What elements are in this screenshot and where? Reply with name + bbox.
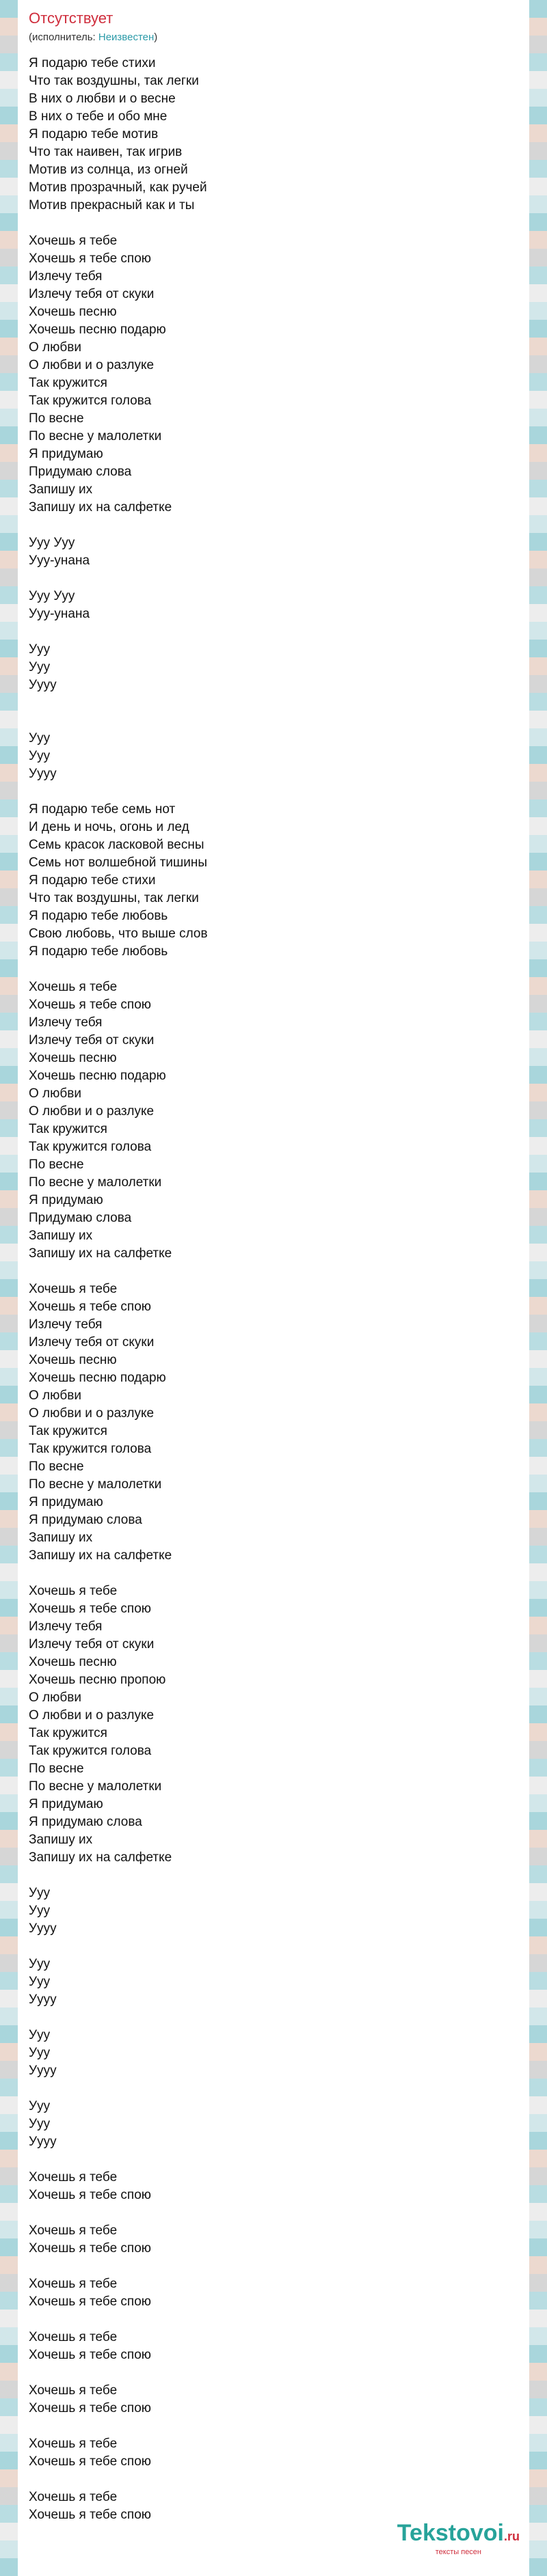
lyric-line: Хочешь я тебе спою	[29, 2401, 152, 2415]
lyrics-stanza	[29, 55, 518, 215]
lyric-line: Я подарю тебе мотив	[29, 127, 159, 141]
artist-line	[29, 30, 518, 45]
lyric-line: Что так воздушны, так легки	[29, 74, 199, 88]
lyric-line: Семь красок ласковой весны	[29, 838, 204, 852]
lyric-line: Мотив из солнца, из огней	[29, 163, 188, 177]
lyric-line: Так кружится	[29, 1424, 107, 1438]
lyrics-stanza	[29, 2169, 518, 2204]
lyrics-stanza	[29, 2222, 518, 2258]
lyric-line: По весне у малолетки	[29, 1175, 162, 1190]
artist-prefix: (исполнитель:	[29, 31, 98, 43]
lyric-line: Я подарю тебе семь нот	[29, 802, 176, 817]
lyric-line: Я придумаю слова	[29, 1815, 142, 1829]
lyric-line: Я подарю тебе любовь	[29, 944, 168, 959]
lyrics-stanza	[29, 2489, 518, 2524]
lyric-line: Хочешь я тебе спою	[29, 1300, 152, 1314]
lyric-line: Хочешь песню	[29, 1655, 117, 1669]
lyric-line: Хочешь я тебе	[29, 2383, 118, 2398]
artist-suffix: )	[154, 31, 158, 43]
lyrics-stanza	[29, 641, 518, 694]
lyric-line: Я придумаю слова	[29, 1513, 142, 1527]
lyric-line: Ууу	[29, 2028, 51, 2042]
lyric-line: В них о тебе и обо мне	[29, 109, 168, 124]
lyric-line: Запишу их на салфетке	[29, 1850, 172, 1865]
lyrics-stanza	[29, 730, 518, 783]
lyric-line: Хочешь песню подарю	[29, 323, 166, 337]
lyric-line: Запишу их	[29, 1229, 93, 1243]
lyric-line: Запишу их на салфетке	[29, 1246, 172, 1261]
lyric-line: Хочешь я тебе спою	[29, 1602, 152, 1616]
lyric-line: Уууу	[29, 2064, 57, 2078]
lyric-line: Хочешь я тебе спою	[29, 2508, 152, 2522]
lyric-line: Хочешь я тебе	[29, 2437, 118, 2451]
lyric-line: Я подарю тебе стихи	[29, 873, 156, 888]
lyric-line: Что так наивен, так игрив	[29, 145, 183, 159]
lyric-line: Хочешь песню подарю	[29, 1069, 166, 1083]
lyrics-stanza	[29, 2329, 518, 2364]
song-title: Отсутствует	[29, 10, 114, 27]
lyric-line: Хочешь я тебе	[29, 2490, 118, 2504]
lyric-line: Ууу-унана	[29, 553, 90, 568]
lyrics-stanza	[29, 2435, 518, 2471]
lyrics-stanza	[29, 1956, 518, 2009]
lyric-line: О любви и о разлуке	[29, 1708, 155, 1723]
lyric-line: Так кружится	[29, 376, 107, 390]
lyrics-stanza	[29, 978, 518, 1263]
lyric-line: Хочешь я тебе спою	[29, 2454, 152, 2469]
lyric-line: Хочешь я тебе спою	[29, 2294, 152, 2309]
lyric-line: Так кружится голова	[29, 1140, 152, 1154]
song-header	[18, 0, 529, 45]
lyric-line: Хочешь я тебе	[29, 2277, 118, 2291]
lyric-line: Ууу-унана	[29, 607, 90, 621]
lyric-line: Так кружится	[29, 1726, 107, 1740]
lyric-line: В них о любви и о весне	[29, 92, 176, 106]
lyric-line: Семь нот волшебной тишины	[29, 855, 208, 870]
lyric-line: Ууу Ууу	[29, 589, 75, 603]
lyric-line: Излечу тебя от скуки	[29, 287, 155, 301]
lyric-line: О любви и о разлуке	[29, 358, 155, 372]
lyric-line: Я придумаю	[29, 1193, 103, 1207]
lyric-line: Хочешь песню	[29, 305, 117, 319]
lyric-line: Уууу	[29, 678, 57, 692]
logo-wordmark	[397, 2521, 520, 2549]
lyric-line: Ууу	[29, 2117, 51, 2131]
lyrics-stanza	[29, 2027, 518, 2080]
lyric-line: О любви	[29, 1086, 81, 1101]
lyric-line: Ууу	[29, 2099, 51, 2113]
lyric-line: Хочешь песню	[29, 1051, 117, 1065]
lyric-line: Хочешь я тебе спою	[29, 2188, 152, 2202]
lyrics-stanza	[29, 2275, 518, 2311]
lyric-line: Излечу тебя от скуки	[29, 1033, 155, 1047]
lyric-line: Хочешь я тебе спою	[29, 251, 152, 266]
lyric-line: Я подарю тебе стихи	[29, 56, 156, 70]
lyrics-stanza	[29, 2098, 518, 2151]
lyric-line: Мотив прозрачный, как ручей	[29, 180, 207, 195]
logo-tagline: тексты песен	[435, 2548, 482, 2556]
lyric-line: Хочешь я тебе	[29, 234, 118, 248]
lyric-line: И день и ночь, огонь и лед	[29, 820, 189, 834]
artist-link[interactable]: Неизвестен	[98, 31, 155, 43]
lyric-line: О любви и о разлуке	[29, 1406, 155, 1421]
lyrics-text	[18, 45, 529, 2524]
lyric-line: Ууу	[29, 642, 51, 657]
lyric-line: Ууу Ууу	[29, 536, 75, 550]
lyric-line: Уууу	[29, 1992, 57, 2007]
lyrics-stanza	[29, 534, 518, 570]
lyric-line: Что так воздушны, так легки	[29, 891, 199, 905]
lyric-line: По весне у малолетки	[29, 1779, 162, 1794]
lyric-line: Запишу их на салфетке	[29, 1548, 172, 1563]
logo-name: Tekstovoi	[397, 2520, 504, 2546]
lyrics-stanza	[29, 1280, 518, 1565]
lyric-line: Так кружится голова	[29, 394, 152, 408]
lyric-line: Излечу тебя	[29, 1317, 103, 1332]
lyric-line: По весне у малолетки	[29, 429, 162, 443]
lyric-line: По весне	[29, 411, 84, 426]
lyric-line: Запишу их	[29, 482, 93, 497]
lyric-line: Хочешь песню подарю	[29, 1371, 166, 1385]
lyric-line: Хочешь песню	[29, 1353, 117, 1367]
lyric-line: Излечу тебя	[29, 1619, 103, 1634]
lyric-line: О любви	[29, 1388, 81, 1403]
lyric-line: Так кружится голова	[29, 1744, 152, 1758]
lyric-line: Хочешь я тебе	[29, 2170, 118, 2184]
lyric-line: Запишу их	[29, 1833, 93, 1847]
lyric-line: Я придумаю	[29, 447, 103, 461]
lyric-line: Уууу	[29, 767, 57, 781]
lyric-line: Хочешь я тебе спою	[29, 998, 152, 1012]
lyric-line: Придумаю слова	[29, 1211, 132, 1225]
lyric-line: Хочешь я тебе спою	[29, 2348, 152, 2362]
lyric-line: Хочешь я тебе спою	[29, 2241, 152, 2256]
lyrics-stanza	[29, 232, 518, 517]
lyrics-page	[18, 0, 529, 2576]
lyric-line: Свою любовь, что выше слов	[29, 927, 208, 941]
lyrics-stanza	[29, 2382, 518, 2417]
lyric-line: Ууу	[29, 1886, 51, 1900]
lyric-line: Хочешь я тебе	[29, 2223, 118, 2238]
lyrics-stanza	[29, 588, 518, 623]
lyric-line: О любви	[29, 1690, 81, 1705]
lyric-line: Излечу тебя от скуки	[29, 1335, 155, 1349]
lyric-line: Излечу тебя от скуки	[29, 1637, 155, 1652]
lyrics-stanza	[29, 801, 518, 961]
lyric-line: Излечу тебя	[29, 269, 103, 284]
lyric-line: Я придумаю	[29, 1797, 103, 1811]
lyric-line: Ууу	[29, 1975, 51, 1989]
lyric-line: Ууу	[29, 749, 51, 763]
lyric-line: Ууу	[29, 660, 51, 674]
lyric-line: Хочешь я тебе	[29, 980, 118, 994]
lyric-line: Так кружится	[29, 1122, 107, 1136]
logo-tld: .ru	[503, 2530, 520, 2543]
lyric-line: Ууу	[29, 2046, 51, 2060]
lyric-line: Я подарю тебе любовь	[29, 909, 168, 923]
lyric-line: Запишу их на салфетке	[29, 500, 172, 515]
lyric-line: Запишу их	[29, 1531, 93, 1545]
lyric-line: Я придумаю	[29, 1495, 103, 1509]
lyric-line: По весне	[29, 1460, 84, 1474]
lyric-line: Хочешь я тебе	[29, 2330, 118, 2344]
lyric-line: Хочешь песню пропою	[29, 1673, 166, 1687]
lyric-line: По весне	[29, 1157, 84, 1172]
lyric-line: Ууу	[29, 1957, 51, 1971]
lyric-line: По весне у малолетки	[29, 1477, 162, 1492]
lyric-line: Излечу тебя	[29, 1015, 103, 1030]
lyric-line: По весне	[29, 1762, 84, 1776]
lyric-line: Придумаю слова	[29, 465, 132, 479]
lyric-line: Ууу	[29, 1904, 51, 1918]
lyric-line: Мотив прекрасный как и ты	[29, 198, 195, 213]
lyrics-stanza	[29, 1885, 518, 1938]
lyric-line: О любви	[29, 340, 81, 355]
lyric-line: Уууу	[29, 1921, 57, 1936]
lyric-line: Хочешь я тебе	[29, 1282, 118, 1296]
lyrics-stanza	[29, 1582, 518, 1867]
lyric-line: Ууу	[29, 731, 51, 745]
lyric-line: Хочешь я тебе	[29, 1584, 118, 1598]
lyric-line: Так кружится голова	[29, 1442, 152, 1456]
lyric-line: Уууу	[29, 2135, 57, 2149]
site-logo[interactable]	[397, 2521, 520, 2557]
lyric-line: О любви и о разлуке	[29, 1104, 155, 1119]
